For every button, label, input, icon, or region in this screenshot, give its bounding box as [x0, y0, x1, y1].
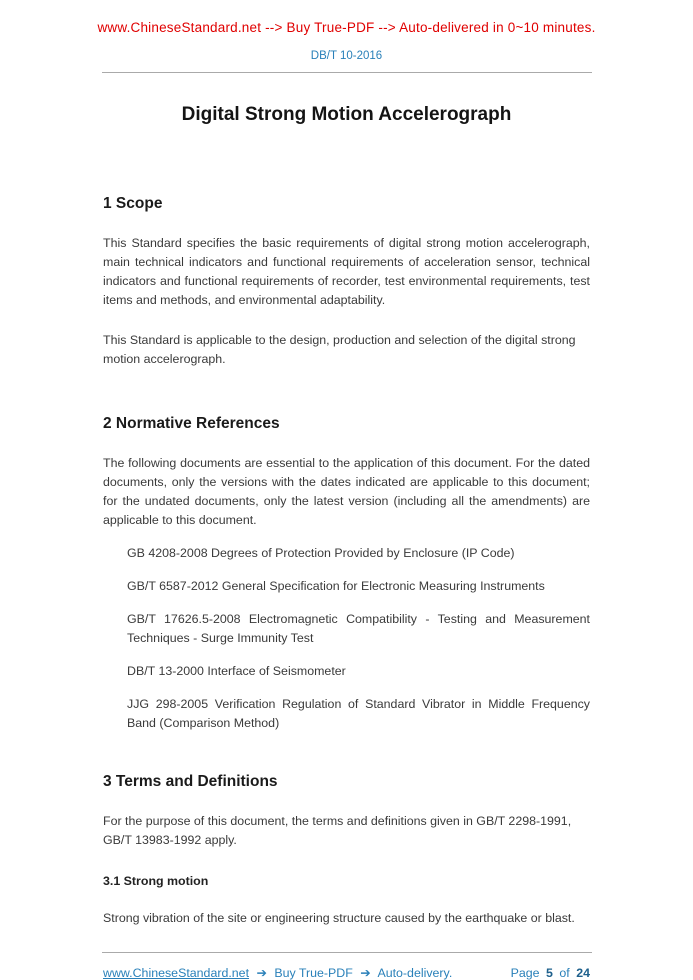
arrow-right-icon: ➔	[256, 966, 267, 980]
term-subheading-strong-motion: 3.1 Strong motion	[103, 874, 209, 888]
arrow-right-icon: ➔	[360, 966, 371, 980]
reference-item: GB/T 6587-2012 General Specification for Electronic Measuring Instruments	[127, 579, 545, 593]
scope-paragraph-2: This Standard is applicable to the design, production and selection of the digital strong motion accelerograph.	[103, 333, 576, 366]
of-label: of	[559, 966, 570, 980]
section-heading-normative-references: 2 Normative References	[103, 415, 280, 432]
page-indicator	[508, 966, 590, 980]
normative-intro-paragraph: The following documents are essential to the application of this document. For the dated documents, only the versions with the dates indicated are applicable to this document; for the undated documents, only the latest version (including all the amendments) are applicable to this document.	[103, 456, 590, 527]
footer-divider	[102, 952, 592, 953]
document-code: DB/T 10-2016	[310, 50, 383, 62]
reference-item: GB 4208-2008 Degrees of Protection Provided by Enclosure (IP Code)	[127, 546, 515, 560]
footer-links	[103, 965, 456, 980]
page-footer	[0, 952, 693, 980]
reference-item: GB/T 17626.5-2008 Electromagnetic Compatibility - Testing and Measurement Techniques - Surge Immunity Test	[127, 612, 590, 645]
term-definition-paragraph: Strong vibration of the site or engineering structure caused by the earthquake or blast.	[103, 911, 575, 925]
reference-item: JJG 298-2005 Verification Regulation of Standard Vibrator in Middle Frequency Band (Comparison Method)	[127, 697, 590, 730]
footer-delivery-text: Auto-delivery.	[377, 966, 453, 980]
reference-item: DB/T 13-2000 Interface of Seismometer	[127, 664, 346, 678]
reference-list	[103, 544, 590, 733]
top-banner-notice: www.ChineseStandard.net --> Buy True-PDF --> Auto-delivered in 0~10 minutes.	[97, 20, 596, 35]
section-heading-terms-definitions: 3 Terms and Definitions	[103, 773, 278, 790]
footer-website-link[interactable]: www.ChineseStandard.net	[103, 966, 250, 980]
current-page-number: 5	[546, 966, 553, 980]
section-heading-scope: 1 Scope	[103, 195, 163, 212]
document-body	[103, 195, 590, 928]
total-page-number: 24	[576, 966, 590, 980]
scope-paragraph-1: This Standard specifies the basic requirements of digital strong motion accelerograph, main technical indicators and functional requirements of acceleration sensor, technical indicators and functional requirements of recorder, test environmental requirements, test items and methods, and environmental adaptability.	[103, 236, 590, 307]
terms-intro-paragraph: For the purpose of this document, the terms and definitions given in GB/T 2298-1991, GB/T 13983-1992 apply.	[103, 814, 572, 847]
document-title: Digital Strong Motion Accelerograph	[181, 104, 512, 125]
header-divider	[102, 72, 592, 73]
footer-buy-text: Buy True-PDF	[274, 966, 353, 980]
page-label: Page	[510, 966, 540, 980]
